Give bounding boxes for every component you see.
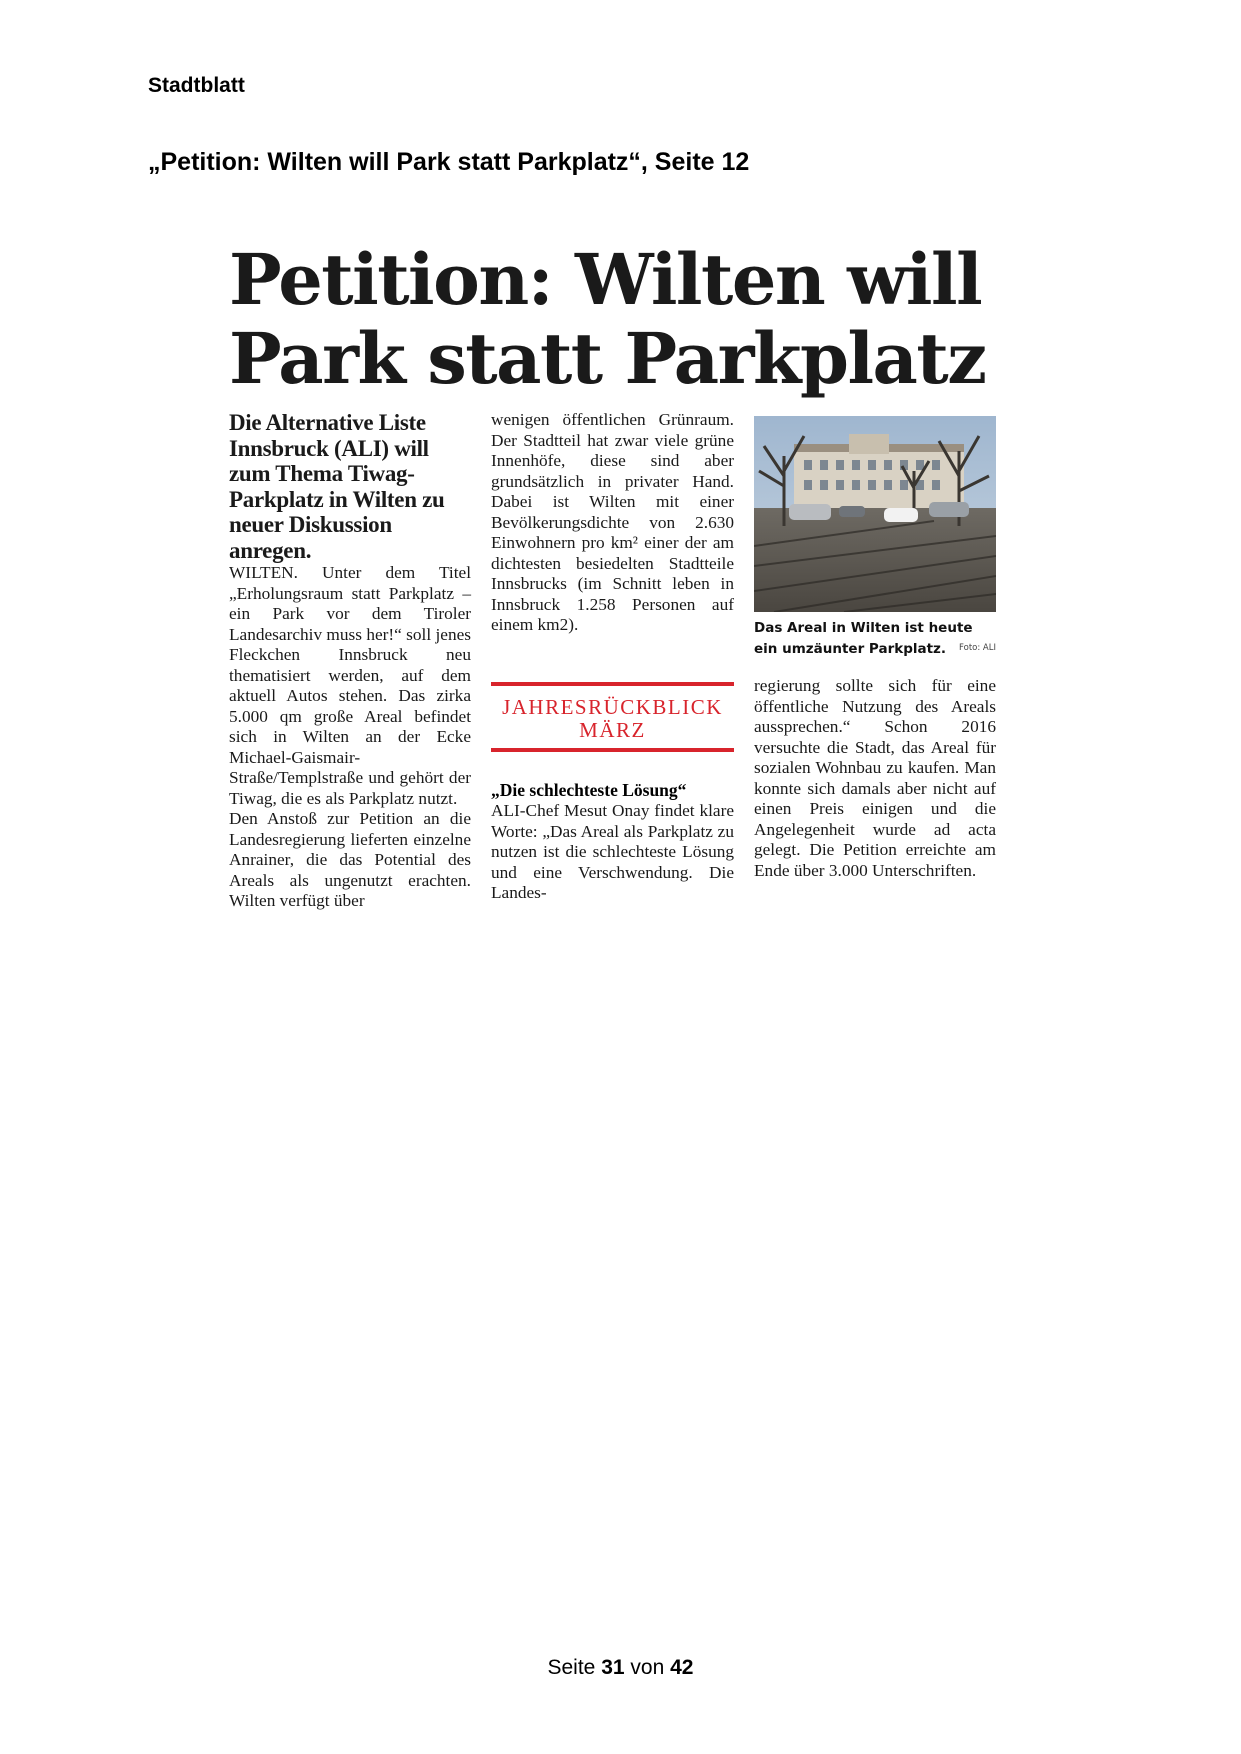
article-column-3 (754, 676, 996, 881)
article-lead: Die Alternative Liste Innsbruck (ALI) will zum Thema Tiwag-Parkplatz in Wilten zu neuer Diskussion anregen. (229, 410, 445, 563)
article-subhead: „Die schlechteste Lösung“ (491, 780, 687, 800)
headline-line-1: Petition: Wilten will (229, 238, 982, 321)
footer-page-total: 42 (670, 1656, 694, 1679)
article-column-2-continued (491, 801, 734, 904)
article-headline (229, 240, 996, 398)
article-paragraph: regierung sollte sich für eine öffentliche Nutzung des Areals aussprechen.“ Schon 2016 versuchte die Stadt, das Areal für sozialen Wohnbau zu kaufen. Man konnte sich damals aber nicht auf einen Preis einigen und die Angelegenheit wurde ad acta gelegt. Die Petition erreichte am Ende über 3.000 Unterschriften. (754, 676, 996, 880)
footer-prefix: Seite (547, 1656, 596, 1679)
article-paragraph: ALI-Chef Mesut Onay findet klare Worte: „Das Areal als Parkplatz zu nutzen ist die schlechteste Lösung und eine Verschwendung. Die Landes- (491, 801, 734, 902)
photo-caption: Das Areal in Wilten ist heute ein umzäunter Parkplatz. (754, 620, 973, 657)
review-box-line-2: MÄRZ (579, 718, 646, 742)
document-title: „Petition: Wilten will Park statt Parkplatz“, Seite 12 (148, 148, 750, 176)
document-source: Stadtblatt (148, 74, 245, 97)
footer-middle: von (630, 1656, 665, 1679)
article-paragraph: Den Anstoß zur Petition an die Landesregierung lieferten einzelne Anrainer, die das Potential des Areals als ungenutzt erachten. Wilten verfügt über (229, 809, 471, 910)
parking-lot-photo (754, 416, 996, 612)
article-column-2 (491, 410, 734, 636)
article-column-1 (229, 410, 471, 912)
review-box (491, 682, 734, 752)
photo-credit: Foto: ALI (959, 643, 996, 653)
newspaper-clipping (229, 240, 996, 912)
footer-page-number: 31 (601, 1656, 625, 1679)
article-paragraph: wenigen öffentlichen Grünraum. Der Stadtteil hat zwar viele grüne Innenhöfe, diese sind aber grundsätzlich in privater Hand. Dabei ist Wilten mit einer Bevölkerungsdichte von 2.630 Einwohnern pro km² einer der am dichtesten besiedelten Stadtteile Innsbrucks (im Schnitt leben in Innsbruck 1.258 Personen auf einem km2). (491, 410, 734, 634)
page-footer (0, 1656, 1241, 1680)
headline-line-2: Park statt Parkplatz (229, 317, 986, 400)
article-paragraph: WILTEN. Unter dem Titel „Erholungsraum statt Parkplatz – ein Park vor dem Tiroler Landesarchiv muss her!“ soll jenes Fleckchen Innsbruck neu thematisiert werden, auf dem aktuell Autos stehen. Das zirka 5.000 qm große Areal befindet sich in Wilten an der Ecke Michael-Gaismair-Straße/Templstraße und gehört der Tiwag, die es als Parkplatz nutzt. (229, 563, 471, 808)
parking-lot-illustration (754, 416, 996, 612)
review-box-line-1: JAHRESRÜCKBLICK (502, 695, 723, 719)
